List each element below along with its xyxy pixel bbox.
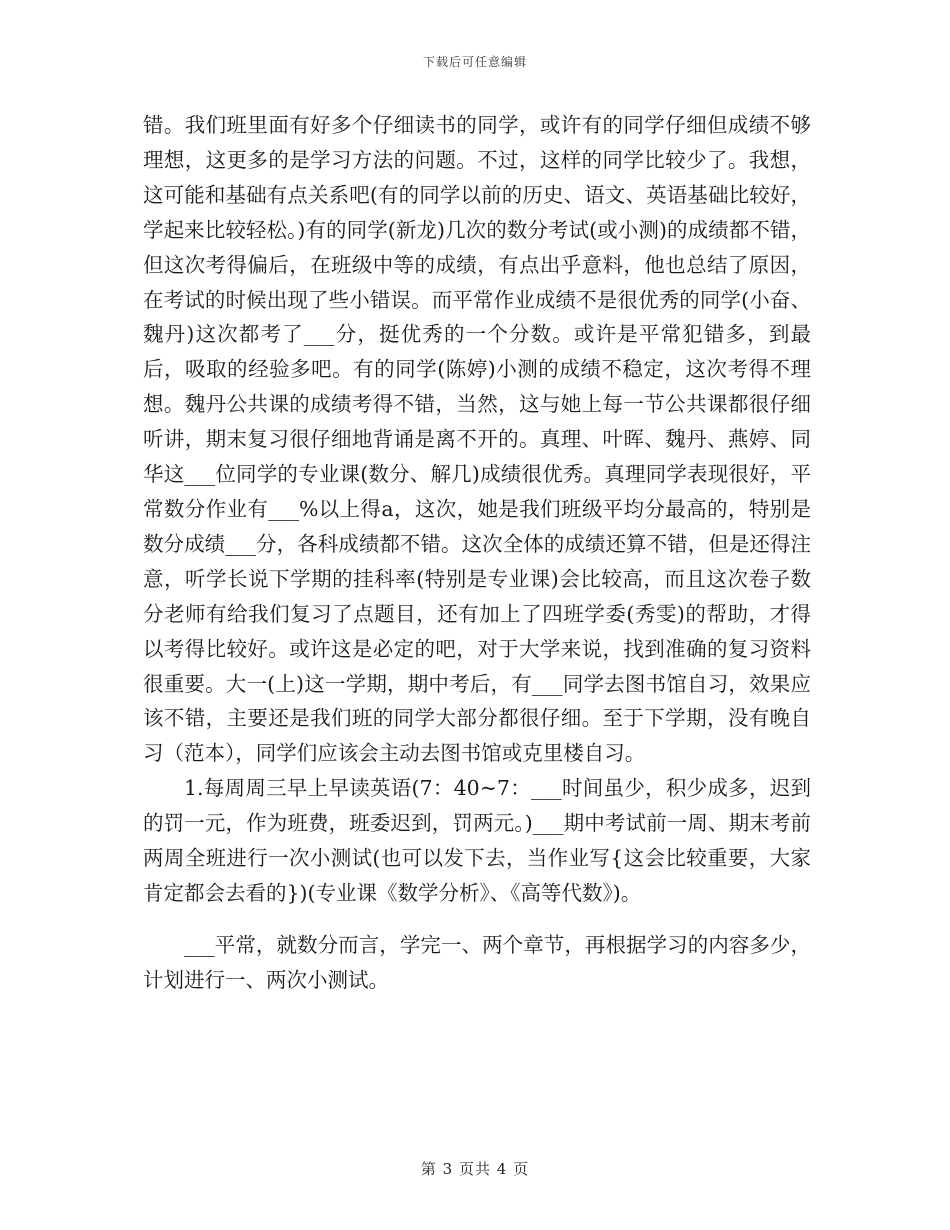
document-body: [143, 108, 811, 998]
paragraph-3: ___平常，就数分而言，学完一、两个章节，再根据学习的内容多少，计划进行一、两次小测试。: [143, 932, 811, 992]
paragraph-1: 错。我们班里面有好多个仔细读书的同学，或许有的同学仔细但成绩不够理想，这更多的是学习方法的问题。不过，这样的同学比较少了。我想，这可能和基础有点关系吧(有的同学以前的历史、语文、英语基础比较好，学起来比较轻松。)有的同学(新龙)几次的数分考试(或小测)的成绩都不错，但这次考得偏后，在班级中等的成绩，有点出乎意料，他也总结了原因，在考试的时候出现了些小错误。而平常作业成绩不是很优秀的同学(小奋、魏丹)这次都考了___分，挺优秀的一个分数。或许是平常犯错多，到最后，吸取的经验多吧。有的同学(陈婷)小测的成绩不稳定，这次考得不理想。魏丹公共课的成绩考得不错，当然，这与她上每一节公共课都很仔细听讲，期末复习很仔细地背诵是离不开的。真理、叶晖、魏丹、燕婷、同华这___位同学的专业课(数分、解几)成绩很优秀。真理同学表现很好，平常数分作业有___%以上得a，这次，她是我们班级平均分最高的，特别是数分成绩___分，各科成绩都不错。这次全体的成绩还算不错，但是还得注意，听学长说下学期的挂科率(特别是专业课)会比较高，而且这次卷子数分老师有给我们复习了点题目，还有加上了四班学委(秀雯)的帮助，才得以考得比较好。或许这是必定的吧，对于大学来说，找到准确的复习资料很重要。大一(上)这一学期，期中考后，有___同学去图书馆自习，效果应该不错，主要还是我们班的同学大部分都很仔细。至于下学期，没有晚自习（范本），同学们应该会主动去图书馆或克里楼自习。: [143, 113, 811, 766]
page-footer: 第 3 页共 4 页: [420, 1160, 530, 1178]
paragraph-2: 1.每周周三早上早读英语(7：40~7：___时间虽少，积少成多，迟到的罚一元，作为班费，班委迟到，罚两元。)___期中考试前一周、期末考前两周全班进行一次小测试(也可以发下去，当作业写{这会比较重要，大家肯定都会去看的})(专业课《数学分析》、《高等代数》)。: [143, 776, 811, 905]
page-header: 下载后可任意编辑: [422, 55, 527, 69]
